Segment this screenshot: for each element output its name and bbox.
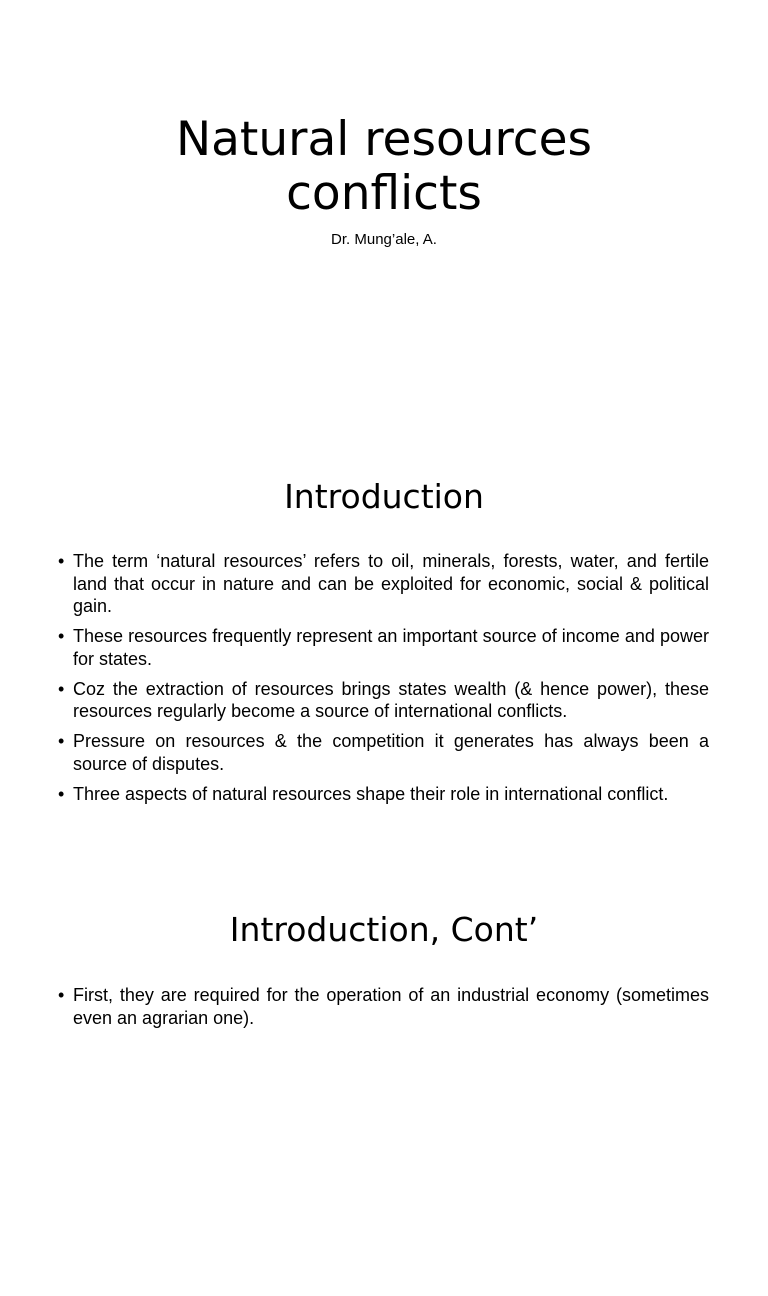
presentation-title: Natural resources conflicts: [175, 112, 593, 221]
introduction-slide: [0, 432, 768, 864]
title-slide: [0, 0, 768, 432]
bullet-list: [58, 550, 709, 813]
bullet-icon: •: [58, 783, 65, 804]
bullet-text: First, they are required for the operation of an industrial economy (sometimes even an agrarian one).: [73, 985, 709, 1028]
bullet-text: These resources frequently represent an important source of income and power for states.: [73, 626, 709, 669]
bullet-icon: •: [58, 551, 65, 571]
bullet-item: [58, 783, 709, 806]
bullet-item: [58, 625, 709, 670]
slide-heading: Introduction, Cont’: [229, 910, 539, 949]
bullet-text: The term ‘natural resources’ refers to oil, minerals, forests, water, and fertile land that occur in nature and can be exploited for economic, social & political gain.: [73, 551, 709, 616]
bullet-item: [58, 678, 709, 723]
bullet-item: [58, 984, 709, 1029]
author-subtitle: Dr. Mung’ale, A.: [331, 231, 437, 248]
bullet-icon: •: [58, 626, 65, 646]
bullet-item: [58, 550, 709, 618]
bullet-icon: •: [58, 731, 65, 751]
slide-heading: Introduction: [284, 477, 484, 516]
bullet-list: [58, 984, 709, 1037]
bullet-text: Pressure on resources & the competition it generates has always been a source of disputes.: [73, 731, 709, 774]
bullet-icon: •: [58, 985, 65, 1005]
bullet-text: Three aspects of natural resources shape their role in international conflict.: [73, 783, 669, 804]
bullet-item: [58, 730, 709, 775]
bullet-text: Coz the extraction of resources brings states wealth (& hence power), these resources regularly become a source of international conflicts.: [73, 678, 709, 721]
bullet-icon: •: [58, 678, 65, 699]
introduction-cont-slide: [0, 864, 768, 1296]
